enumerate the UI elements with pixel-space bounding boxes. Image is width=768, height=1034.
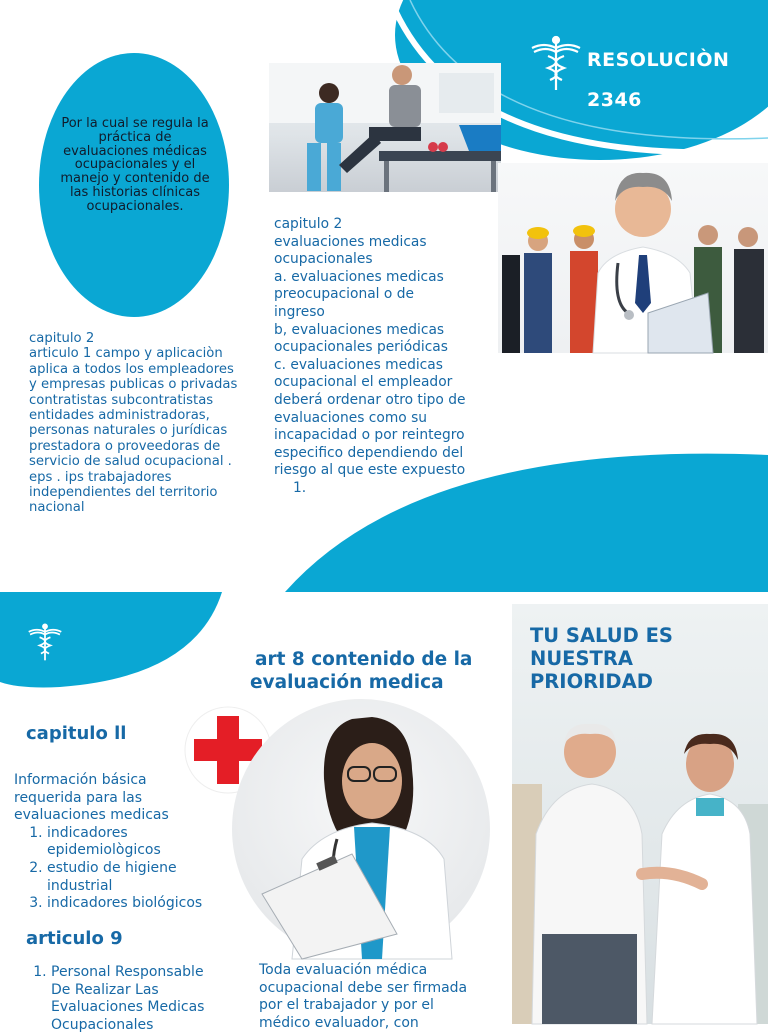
text-line: ocupacionales: [274, 251, 373, 268]
text-line: eps . ips trabajadores: [29, 469, 172, 485]
text-line: ingreso: [274, 303, 325, 320]
caduceus-icon: [26, 622, 64, 662]
list-item: 2. estudio de higiene industrial: [47, 860, 197, 895]
text-line: riesgo al que este expuesto: [274, 462, 466, 479]
list-item: 1. Personal Responsable De Realizar Las Evaluaciones Medicas Ocupacionales: [51, 964, 224, 1034]
slogan-line-1: TU SALUD ES: [530, 624, 673, 647]
brochure-page-inside: [0, 592, 768, 1033]
text-line: entidades administradoras,: [29, 408, 210, 424]
title-line-1: RESOLUCIÒN: [587, 49, 730, 71]
text-line: servicio de salud ocupacional .: [29, 454, 232, 470]
list-number: 1.: [293, 479, 307, 496]
text-line: capitulo 2: [274, 216, 343, 232]
text-line: ocupacional el empleador: [274, 374, 453, 391]
articulo9-list: [14, 964, 224, 1034]
text-line: ocupacionales periódicas: [274, 339, 448, 356]
text-line: incapacidad o por reintegro: [274, 427, 465, 444]
doctor-workers-photo: [498, 163, 768, 353]
text-line: evaluaciones medicas: [14, 807, 169, 824]
slogan: [530, 624, 673, 693]
text-line: requerida para las: [14, 789, 143, 806]
slogan-line-3: PRIORIDAD: [530, 670, 653, 693]
signature-paragraph: Toda evaluación médica ocupacional debe ser firmada por el trabajador y por el médico evaluador, con: [259, 962, 468, 1031]
text-line: nacional: [29, 500, 85, 516]
doctor-clipboard-photo: [232, 699, 490, 959]
text-line: evaluaciones como su: [274, 409, 428, 426]
capitulo2-articulo1-text: [29, 331, 269, 516]
text-line: contratistas subcontratistas: [29, 392, 214, 408]
caduceus-icon: [528, 34, 584, 92]
slogan-line-2: NUESTRA: [530, 647, 633, 670]
art8-title-line-1: art 8 contenido de la: [255, 649, 473, 670]
text-line: aplica a todos los empleadores: [29, 361, 234, 377]
text-line: articulo 1 campo y aplicaciòn: [29, 346, 223, 362]
physiotherapy-photo: [269, 63, 501, 192]
art8-title-line-2: evaluación medica: [250, 672, 444, 693]
text-line: independientes del territorio: [29, 485, 218, 501]
capitulo-ll-heading: capitulo ll: [26, 723, 127, 744]
text-line: especifico dependiendo del: [274, 444, 464, 461]
oval-summary-text: Por la cual se regula la práctica de evaluaciones médicas ocupacionales y el manejo y contenido de las historias clínicas ocupacionales.: [60, 116, 210, 214]
title-line-2: 2346: [587, 89, 642, 111]
document-title: [587, 40, 729, 120]
text-line: c. evaluaciones medicas: [274, 356, 443, 373]
art8-title: [250, 648, 472, 694]
list-item: 1. indicadores epidemiològicos: [47, 825, 197, 860]
text-line: prestadora o proveedoras de: [29, 438, 221, 454]
text-line: y empresas publicas o privadas: [29, 377, 238, 393]
text-line: Información básica: [14, 772, 147, 788]
text-line: personas naturales o jurídicas: [29, 423, 228, 439]
list-item: 3. indicadores biológicos: [47, 895, 234, 913]
text-line: b, evaluaciones medicas: [274, 321, 445, 338]
text-line: evaluaciones medicas: [274, 233, 427, 250]
text-line: a. evaluaciones medicas: [274, 268, 444, 285]
text-line: preocupacional o de: [274, 286, 414, 303]
text-line: deberá ordenar otro tipo de: [274, 391, 466, 408]
articulo9-heading: articulo 9: [26, 928, 123, 949]
capitulo2-evaluaciones-text: [274, 216, 489, 498]
text-line: capitulo 2: [29, 331, 95, 346]
